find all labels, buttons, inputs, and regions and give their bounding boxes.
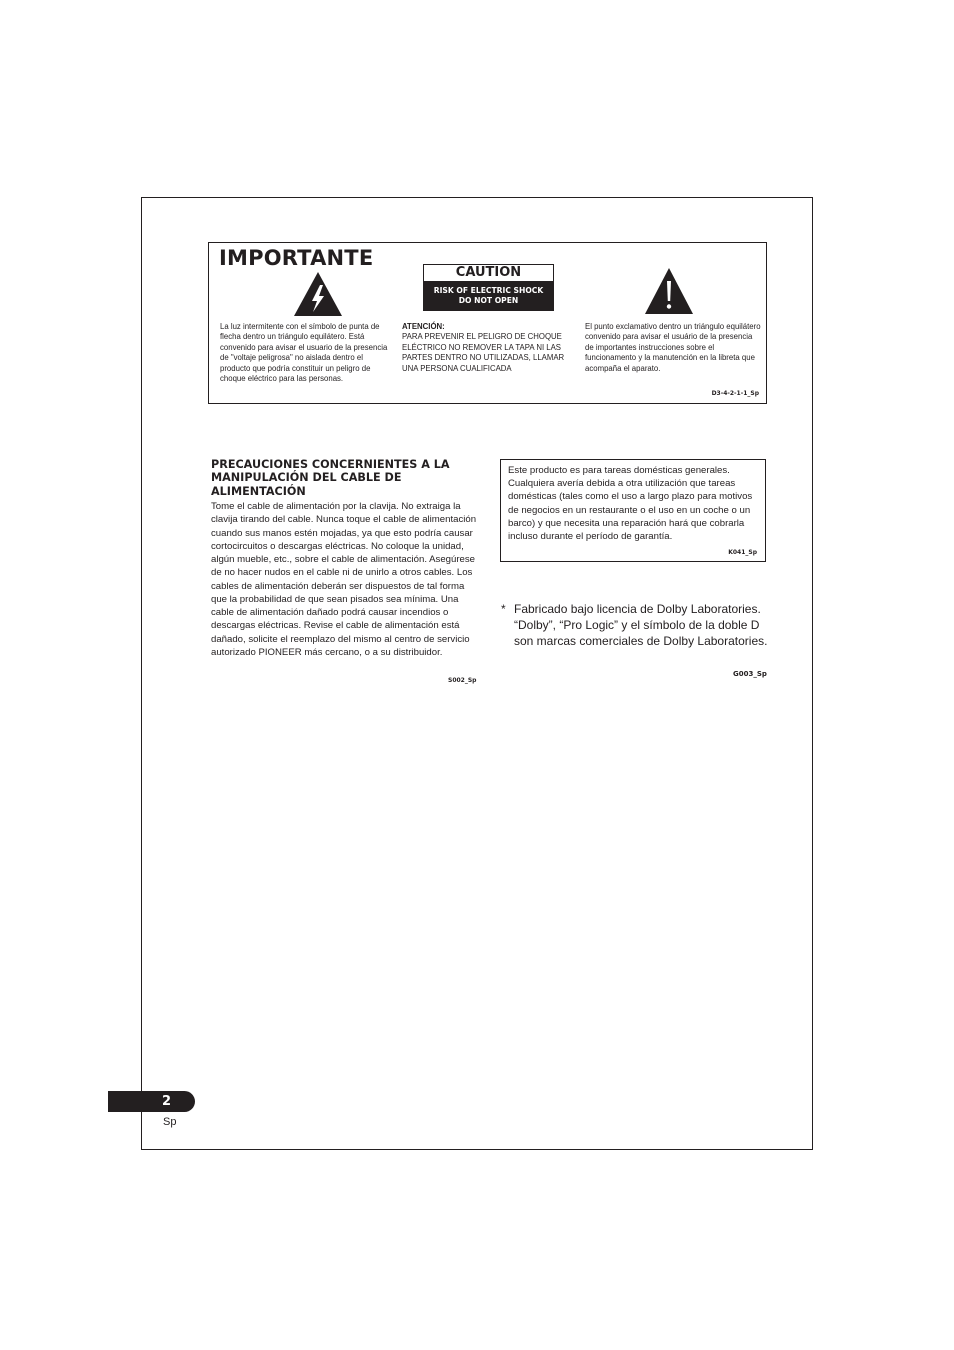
page-language: Sp <box>163 1116 177 1128</box>
important-warning-box <box>208 242 767 404</box>
lightning-explanation: La luz intermitente con el símbolo de punta de flecha dentro un triángulo equilátero. Está convenido para avisar el usuario de la presencia de "voltaje peligrosa" no aislada dentro el producto que podría constituir un peligro de choque eléctrico para las personas. <box>220 322 388 384</box>
atencion-block <box>402 322 577 374</box>
cable-section-heading: PRECAUCIONES CONCERNIENTES A LA MANIPULACIÓN DEL CABLE DE ALIMENTACIÓN <box>211 458 450 498</box>
notice-code: K041_Sp <box>728 549 757 556</box>
page-number-tab <box>108 1091 195 1112</box>
dolby-asterisk: * <box>501 602 506 616</box>
lightning-warning-icon <box>293 271 343 317</box>
dolby-line-1: Fabricado bajo licencia de Dolby Laboratories. <box>514 602 761 616</box>
exclamation-warning-icon <box>644 267 694 315</box>
atencion-text: PARA PREVENIR EL PELIGRO DE CHOQUE ELÉCTRICO NO REMOVER LA TAPA NI LAS PARTES DENTRO NO UTILIZADAS, LLAMAR UNA PERSONA CUALIFICADA <box>402 332 565 373</box>
notice-text: Este producto es para tareas domésticas generales. Cualquiera avería debida a otra utilización que tareas domésticas (tales como el uso a largo plazo para motivos de negocios en un restaurante o el uso en un coche o un barco) y que necesita una reparación hará que cobrarla incluso durante el período de garantía. <box>508 465 753 543</box>
cable-section-body: Tome el cable de alimentación por la clavija. No extraiga la clavija tirando del cable. Nunca toque el cable de alimentación cuando sus manos estén mojadas, ya que esto podría causar cortocircuitos o descargas eléctricas. No coloque la unidad, algún mueble, etc., sobre el cable de alimentación. Asegúrese de no hacer nudos en el cable ni de unirlo a otros cables. Los cables de alimentación deberán ser dispuestos de tal forma que la probabilidad de que sean pisados sea mínima. Una cable de alimentación dañado podrá causar incendios o descargas eléctricas. Revise el cable de alimentación está dañado, solicite el reemplazo del mismo al centro de servicio autorizado PIONEER más cercano, o a su distribuidor. <box>211 501 477 658</box>
cable-section-code: S002_Sp <box>448 677 477 684</box>
caution-subtext <box>423 282 554 311</box>
important-code: D3-4-2-1-1_Sp <box>711 390 759 397</box>
caution-title: CAUTION <box>423 264 554 282</box>
important-title: IMPORTANTE <box>219 246 374 270</box>
caution-line-1: RISK OF ELECTRIC SHOCK <box>433 286 544 295</box>
caution-line-2: DO NOT OPEN <box>458 296 519 305</box>
page-number: 2 <box>161 1094 172 1109</box>
dolby-line-2: “Dolby”, “Pro Logic” y el símbolo de la doble D son marcas comerciales de Dolby Laboratories. <box>514 617 768 648</box>
dolby-text <box>514 602 772 650</box>
exclamation-explanation: El punto exclamativo dentro un triángulo equilátero convenido para avisar el usuário de la presencia de importantes instrucciones sobre el funcionamento y la manutención en la libreta que acompaña el aparato. <box>585 322 761 373</box>
caution-label <box>423 264 554 311</box>
dolby-code: G003_Sp <box>733 670 767 678</box>
atencion-label: ATENCIÓN: <box>402 322 445 331</box>
domestic-use-notice <box>500 459 766 562</box>
